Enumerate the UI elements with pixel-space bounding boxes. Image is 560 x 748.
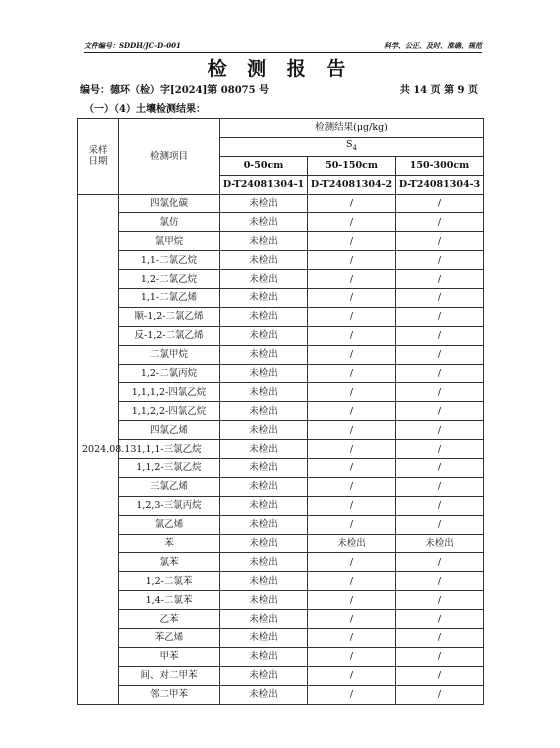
result-cell: 未检出: [220, 345, 308, 364]
result-cell: /: [396, 194, 484, 213]
item-name: 二氯甲烷: [119, 345, 220, 364]
item-name: 三氯乙烯: [119, 477, 220, 496]
table-row: [78, 383, 484, 402]
result-cell: /: [308, 553, 396, 572]
result-cell: /: [308, 610, 396, 629]
result-cell: 未检出: [220, 496, 308, 515]
report-meta: [80, 81, 478, 96]
table-row: [78, 629, 484, 648]
header-sample-id: D-T24081304-1: [220, 175, 308, 194]
header-site: $S_4$: [220, 137, 484, 156]
table-row: [78, 251, 484, 270]
result-cell: /: [396, 213, 484, 232]
item-name: 1,1,2-三氯乙烷: [119, 459, 220, 478]
result-cell: /: [396, 232, 484, 251]
result-cell: /: [396, 496, 484, 515]
result-cell: /: [308, 326, 396, 345]
result-cell: /: [308, 515, 396, 534]
result-cell: /: [308, 194, 396, 213]
header-depth: 150-300cm: [396, 156, 484, 175]
result-cell: /: [308, 289, 396, 308]
doc-number: 文件编号：SDDH/JC-D-001: [84, 41, 181, 50]
result-cell: /: [308, 251, 396, 270]
result-cell: /: [308, 345, 396, 364]
item-name: 乙苯: [119, 610, 220, 629]
table-row: [78, 610, 484, 629]
result-cell: /: [396, 345, 484, 364]
result-cell: 未检出: [220, 515, 308, 534]
table-row: [78, 213, 484, 232]
header-sample-id: D-T24081304-2: [308, 175, 396, 194]
result-cell: 未检出: [220, 572, 308, 591]
result-cell: /: [308, 685, 396, 704]
result-cell: /: [396, 270, 484, 289]
result-cell: /: [308, 307, 396, 326]
results-table: [77, 118, 484, 705]
table-row: [78, 685, 484, 704]
result-cell: /: [396, 610, 484, 629]
result-cell: 未检出: [220, 194, 308, 213]
result-cell: /: [396, 421, 484, 440]
result-cell: 未检出: [220, 307, 308, 326]
header-sample-id: D-T24081304-3: [396, 175, 484, 194]
result-cell: 未检出: [220, 553, 308, 572]
item-name: 1,1,2,2-四氯乙烷: [119, 402, 220, 421]
item-name: 甲苯: [119, 647, 220, 666]
result-cell: /: [308, 666, 396, 685]
result-cell: /: [396, 307, 484, 326]
result-cell: /: [308, 477, 396, 496]
result-cell: 未检出: [220, 477, 308, 496]
table-row: [78, 270, 484, 289]
result-cell: /: [308, 402, 396, 421]
table-row: [78, 440, 484, 459]
table-row: [78, 345, 484, 364]
result-cell: /: [396, 383, 484, 402]
result-cell: /: [308, 572, 396, 591]
result-cell: 未检出: [220, 666, 308, 685]
result-cell: 未检出: [220, 591, 308, 610]
table-row: [78, 364, 484, 383]
table-row: [78, 496, 484, 515]
table-row: [78, 572, 484, 591]
result-cell: /: [308, 629, 396, 648]
result-cell: /: [308, 496, 396, 515]
table-header-row: [78, 119, 484, 138]
table-row: [78, 459, 484, 478]
result-cell: /: [308, 421, 396, 440]
table-row: [78, 553, 484, 572]
result-cell: /: [396, 459, 484, 478]
item-name: 1,2,3-三氯丙烷: [119, 496, 220, 515]
table-row: [78, 647, 484, 666]
sampling-date: 2024.08.13: [78, 194, 119, 704]
header-results: 检测结果(μg/kg): [220, 119, 484, 138]
result-cell: 未检出: [220, 629, 308, 648]
result-cell: 未检出: [220, 610, 308, 629]
item-name: 氯甲烷: [119, 232, 220, 251]
result-cell: /: [396, 289, 484, 308]
header-depth: 50-150cm: [308, 156, 396, 175]
result-cell: 未检出: [220, 213, 308, 232]
result-cell: 未检出: [220, 440, 308, 459]
header-item: 检测项目: [119, 119, 220, 195]
table-row: [78, 402, 484, 421]
result-cell: /: [396, 326, 484, 345]
result-cell: /: [396, 440, 484, 459]
item-name: 1,1,1-三氯乙烷: [119, 440, 220, 459]
result-cell: /: [308, 270, 396, 289]
table-row: [78, 289, 484, 308]
result-cell: 未检出: [220, 289, 308, 308]
item-name: 间、对二甲苯: [119, 666, 220, 685]
page-header: [84, 41, 482, 51]
item-name: 氯乙烯: [119, 515, 220, 534]
table-row: [78, 591, 484, 610]
result-cell: /: [308, 440, 396, 459]
page-info: 共 14 页 第 9 页: [399, 85, 478, 96]
result-cell: /: [308, 383, 396, 402]
result-cell: /: [396, 477, 484, 496]
result-cell: /: [396, 629, 484, 648]
result-cell: /: [396, 685, 484, 704]
item-name: 氯苯: [119, 553, 220, 572]
result-cell: /: [396, 666, 484, 685]
item-name: 1,2-二氯乙烷: [119, 270, 220, 289]
result-cell: /: [308, 459, 396, 478]
header-depth: 0-50cm: [220, 156, 308, 175]
table-row: [78, 232, 484, 251]
item-name: 反-1,2-二氯乙烯: [119, 326, 220, 345]
report-number: 编号：德环（检）字[2024]第 08075 号: [80, 85, 270, 96]
result-cell: 未检出: [220, 364, 308, 383]
result-cell: 未检出: [220, 251, 308, 270]
table-row: [78, 326, 484, 345]
result-cell: 未检出: [220, 421, 308, 440]
item-name: 苯: [119, 534, 220, 553]
item-name: 氯仿: [119, 213, 220, 232]
result-cell: 未检出: [220, 326, 308, 345]
result-cell: 未检出: [220, 270, 308, 289]
result-cell: 未检出: [220, 232, 308, 251]
result-cell: /: [396, 572, 484, 591]
result-cell: /: [396, 553, 484, 572]
result-cell: 未检出: [220, 534, 308, 553]
result-cell: /: [396, 591, 484, 610]
table-row: [78, 307, 484, 326]
result-cell: /: [396, 647, 484, 666]
table-row: [78, 534, 484, 553]
result-cell: 未检出: [220, 402, 308, 421]
result-cell: 未检出: [308, 534, 396, 553]
section-title: （一）（4）土壤检测结果：: [84, 104, 206, 115]
table-row: [78, 515, 484, 534]
result-cell: /: [308, 364, 396, 383]
table-row: [78, 666, 484, 685]
result-cell: /: [396, 402, 484, 421]
result-cell: 未检出: [396, 534, 484, 553]
result-cell: /: [308, 213, 396, 232]
item-name: 1,2-二氯丙烷: [119, 364, 220, 383]
item-name: 四氯乙烯: [119, 421, 220, 440]
result-cell: 未检出: [220, 685, 308, 704]
table-row: [78, 194, 484, 213]
item-name: 苯乙烯: [119, 629, 220, 648]
result-cell: 未检出: [220, 383, 308, 402]
result-cell: /: [308, 647, 396, 666]
page-title: 检 测 报 告: [207, 58, 353, 80]
result-cell: /: [396, 515, 484, 534]
result-cell: /: [396, 364, 484, 383]
item-name: 1,2-二氯苯: [119, 572, 220, 591]
table-row: [78, 477, 484, 496]
item-name: 四氯化碳: [119, 194, 220, 213]
item-name: 邻二甲苯: [119, 685, 220, 704]
header-sampling-date: 采样日期: [78, 119, 119, 195]
item-name: 1,4-二氯苯: [119, 591, 220, 610]
table-row: [78, 421, 484, 440]
item-name: 1,1,1,2-四氯乙烷: [119, 383, 220, 402]
item-name: 1,1-二氯乙烷: [119, 251, 220, 270]
header-divider: [84, 52, 482, 53]
result-cell: 未检出: [220, 647, 308, 666]
header-motto: 科学、公正、及时、准确、规范: [384, 41, 482, 50]
result-cell: /: [396, 251, 484, 270]
item-name: 1,1-二氯乙烯: [119, 289, 220, 308]
result-cell: /: [308, 591, 396, 610]
result-cell: 未检出: [220, 459, 308, 478]
item-name: 顺-1,2-二氯乙烯: [119, 307, 220, 326]
result-cell: /: [308, 232, 396, 251]
